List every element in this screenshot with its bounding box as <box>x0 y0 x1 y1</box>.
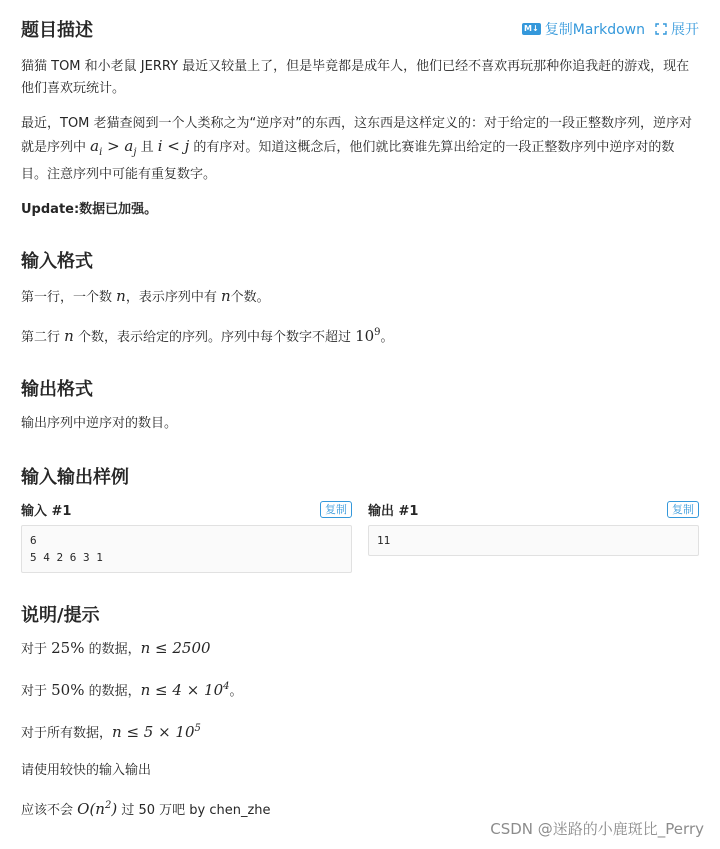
copy-markdown-label: 复制Markdown <box>544 22 645 38</box>
input-format-line-1: 第一行，一个数 n，表示序列中有 n个数。 <box>21 287 270 305</box>
hints-title: 说明/提示 <box>21 605 100 626</box>
hint-line-3: 对于所有数据，$n \le 5 \times 10^5$ <box>21 723 201 741</box>
math-aj: $a_j$ <box>124 137 137 158</box>
expand-label: 展开 <box>671 22 699 38</box>
sample-input-box[interactable]: 6 5 4 2 6 3 1 <box>21 525 352 573</box>
output-format-text: 输出序列中逆序对的数目。 <box>21 416 178 431</box>
sample-input <box>21 499 352 573</box>
sample-output-label: 输出 #1 <box>368 503 419 519</box>
samples-row <box>21 499 699 573</box>
problem-title: 题目描述 <box>21 20 93 41</box>
math-ai: $a_i$ <box>90 137 103 158</box>
csdn-watermark: CSDN @迷路的小鹿斑比_Perry <box>490 820 704 838</box>
sample-input-label: 输入 #1 <box>21 503 72 519</box>
hint-line-4: 请使用较快的输入输出 <box>21 763 152 778</box>
update-note: Update:数据已加强。 <box>21 202 158 217</box>
sample-output <box>368 499 699 573</box>
expand-icon <box>655 23 667 35</box>
output-format-title: 输出格式 <box>21 379 93 400</box>
description-paragraph-1: 猫猫 TOM 和小老鼠 JERRY 最近又较量上了，但是毕竟都是成年人，他们已经不喜欢再玩那种你追我赶的游戏，现在他们喜欢玩统计。 <box>21 59 690 96</box>
input-format-line-2: 第二行 n 个数，表示给定的序列。序列中每个数字不超过 $10^9$。 <box>21 327 394 345</box>
problem-header <box>21 14 699 44</box>
hint-line-5: 应该不会 $O(n^2)$ 过 50 万吧 by chen_zhe <box>21 800 271 818</box>
sample-output-box[interactable]: 11 <box>368 525 699 556</box>
samples-title: 输入输出样例 <box>21 467 129 488</box>
markdown-icon: M↓ <box>524 24 539 33</box>
description-paragraph-2: 最近，TOM 老猫查阅到一个人类称之为“逆序对”的东西，这东西是这样定义的：对于给定的一段正整数序列，逆序对就是序列中 $a_i > a_j$ 且 i < j 的有序对。知道这概念后，他们就比赛谁先算出给定的一段正整数序列中逆序对的数目。注意序列中可能有重复数字。 <box>21 116 692 182</box>
hint-line-1: 对于 25% 的数据，n ≤ 2500 <box>21 639 211 657</box>
hint-line-2: 对于 50% 的数据，$n \le 4 \times 10^4$。 <box>21 681 243 699</box>
problem-page <box>0 14 720 822</box>
input-format-title: 输入格式 <box>21 251 93 272</box>
copy-input-button[interactable]: 复制 <box>320 501 352 518</box>
header-actions <box>522 19 699 39</box>
math-i-lt-j: i < j <box>157 137 190 155</box>
expand-button[interactable] <box>655 19 699 39</box>
copy-output-button[interactable]: 复制 <box>667 501 699 518</box>
copy-markdown-button[interactable] <box>522 19 645 39</box>
